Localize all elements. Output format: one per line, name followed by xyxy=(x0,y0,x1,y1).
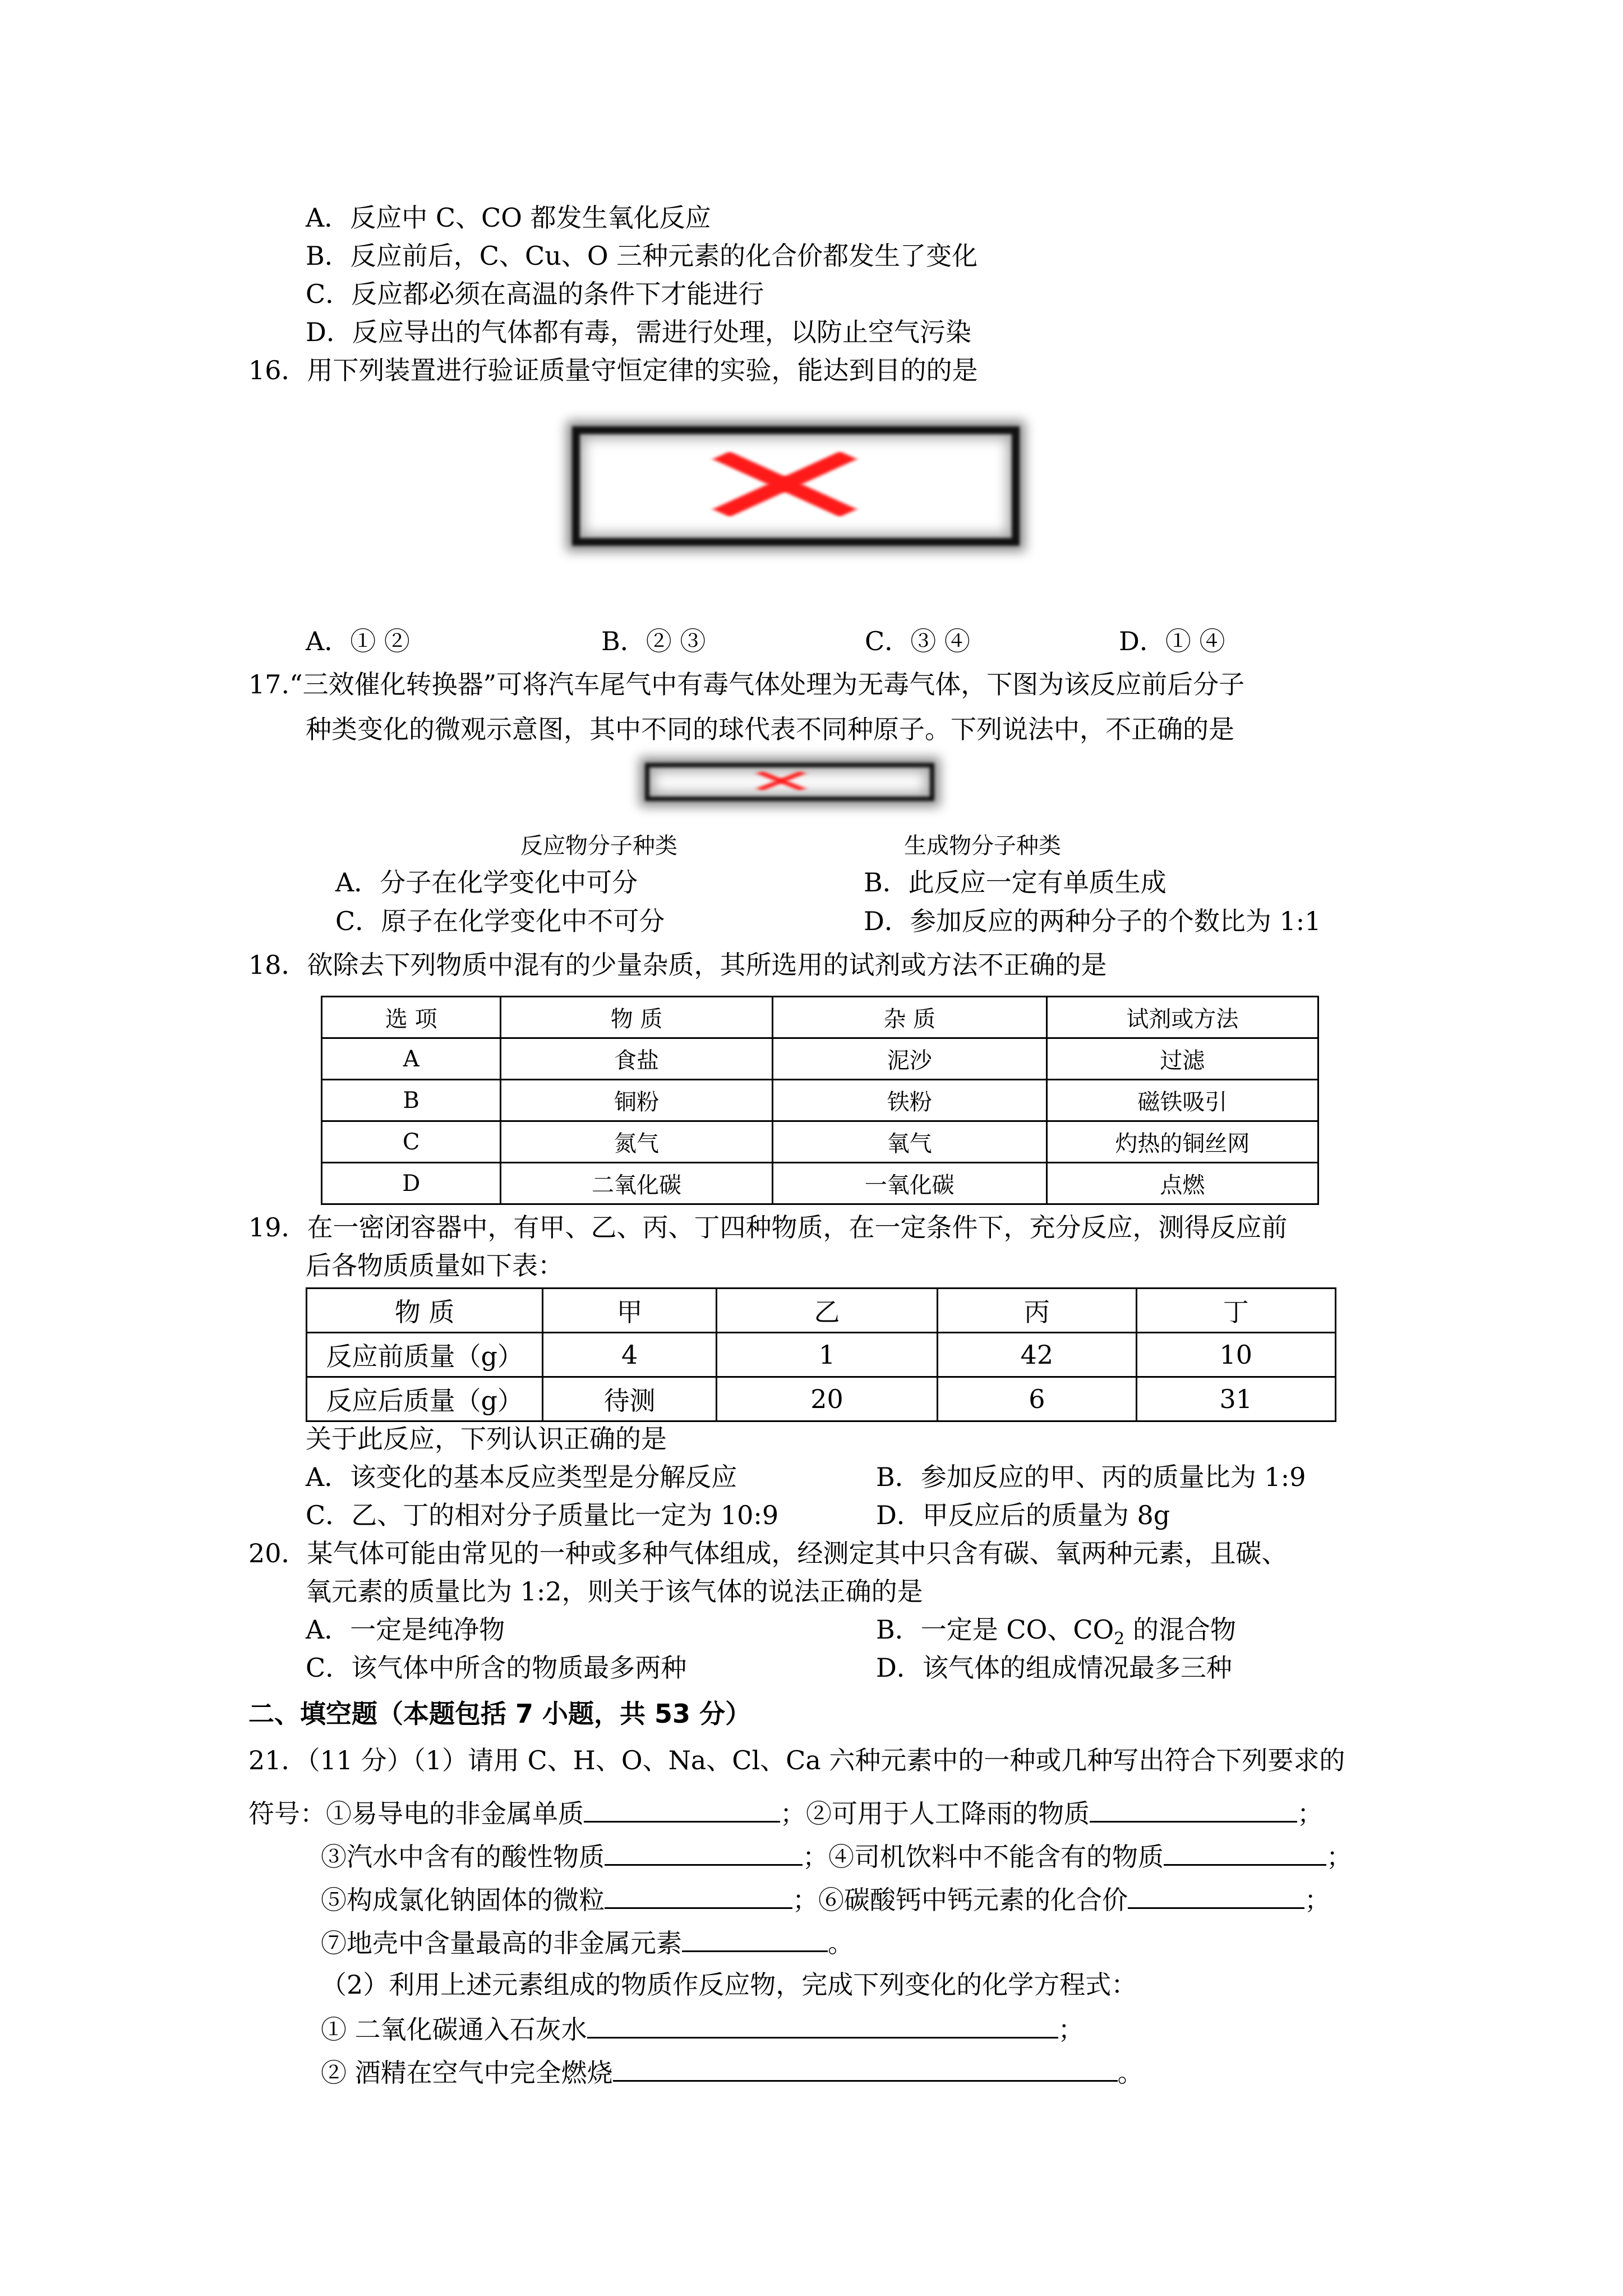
table-cell: 反应前质量（g） xyxy=(307,1333,543,1377)
table-cell: 31 xyxy=(1136,1377,1335,1421)
q20-stem-line2: 氧元素的质量比为 1:2，则关于该气体的说法正确的是 xyxy=(306,1576,923,1607)
q21-line1: 21．（11 分）（1）请用 C、H、O、Na、Cl、Ca 六种元素中的一种或几种写出符合下列要求的 xyxy=(248,1745,1345,1775)
table-header-cell: 物 质 xyxy=(307,1289,543,1333)
table-header-cell: 甲 xyxy=(543,1289,716,1333)
q17-label-reactants: 反应物分子种类 xyxy=(520,833,677,859)
table-header-cell: 丙 xyxy=(938,1289,1136,1333)
q21-item3-text: ③汽水中含有的酸性物质 xyxy=(321,1842,605,1872)
semicolon: ； xyxy=(1326,1842,1352,1872)
q21-eq1-text: ① 二氧化碳通入石灰水 xyxy=(321,2014,587,2045)
table-header-row xyxy=(307,1289,1336,1333)
table-row xyxy=(307,1377,1336,1421)
q21-line2 xyxy=(248,1795,1323,1830)
q21-part2: （2）利用上述元素组成的物质作反应物，完成下列变化的化学方程式： xyxy=(321,1970,1137,2000)
table-row xyxy=(322,1080,1318,1121)
q20-option-a: A．一定是纯净物 xyxy=(306,1614,505,1645)
table-cell: A xyxy=(322,1038,501,1080)
answer-blank[interactable] xyxy=(584,1795,780,1823)
q15-option-d: D．反应导出的气体都有毒，需进行处理，以防止空气污染 xyxy=(306,317,971,347)
q20-option-b-tail: 的混合物 xyxy=(1124,1614,1236,1645)
q15-option-b: B．反应前后，C、Cu、O 三种元素的化合价都发生了变化 xyxy=(306,241,978,271)
q21-line5 xyxy=(321,1925,854,1960)
q20-option-c: C．该气体中所含的物质最多两种 xyxy=(306,1653,687,1683)
answer-blank[interactable] xyxy=(587,2011,1058,2039)
q16-stem: 16．用下列装置进行验证质量守恒定律的实验，能达到目的的是 xyxy=(248,355,978,385)
table-header-cell: 丁 xyxy=(1136,1289,1335,1333)
period: 。 xyxy=(828,1928,854,1958)
q17-stem-line2: 种类变化的微观示意图，其中不同的球代表不同种原子。下列说法中，不正确的是 xyxy=(306,714,1234,744)
table-cell: 过滤 xyxy=(1046,1038,1318,1080)
q20-stem-line1: 20．某气体可能由常见的一种或多种气体组成，经测定其中只含有碳、氧两种元素，且碳、 xyxy=(248,1538,1288,1568)
q19-option-c: C．乙、丁的相对分子质量比一定为 10:9 xyxy=(306,1500,779,1530)
table-cell: 磁铁吸引 xyxy=(1046,1080,1318,1121)
table-cell: D xyxy=(322,1163,501,1204)
table-header-cell: 杂 质 xyxy=(772,997,1046,1038)
q18-stem: 18．欲除去下列物质中混有的少量杂质，其所选用的试剂或方法不正确的是 xyxy=(248,950,1107,980)
q19-option-a: A．该变化的基本反应类型是分解反应 xyxy=(306,1462,737,1492)
q21-eq2-text: ② 酒精在空气中完全燃烧 xyxy=(321,2058,613,2088)
answer-blank[interactable] xyxy=(1128,1881,1304,1909)
q18-table xyxy=(321,996,1319,1205)
q21-item1-text: 符号：①易导电的非金属单质 xyxy=(248,1798,584,1829)
period: 。 xyxy=(1117,2058,1144,2088)
table-cell: 食盐 xyxy=(501,1038,772,1080)
table-cell: 10 xyxy=(1136,1333,1335,1377)
table-cell: 反应后质量（g） xyxy=(307,1377,543,1421)
table-cell: 二氧化碳 xyxy=(501,1163,772,1204)
q15-option-a: A．反应中 C、CO 都发生氧化反应 xyxy=(306,203,711,233)
q17-label-products: 生成物分子种类 xyxy=(904,833,1061,859)
table-cell: 灼热的铜丝网 xyxy=(1046,1121,1318,1163)
q19-stem-line1: 19．在一密闭容器中，有甲、乙、丙、丁四种物质，在一定条件下，充分反应，测得反应前 xyxy=(248,1212,1288,1243)
table-cell: 6 xyxy=(938,1377,1136,1421)
table-cell: 氧气 xyxy=(772,1121,1046,1163)
q20-option-d: D．该气体的组成情况最多三种 xyxy=(876,1653,1232,1683)
table-row xyxy=(322,1038,1318,1080)
table-cell: 铁粉 xyxy=(772,1080,1046,1121)
semicolon: ； xyxy=(1304,1885,1330,1915)
table-cell: 20 xyxy=(716,1377,937,1421)
q15-option-c: C．反应都必须在高温的条件下才能进行 xyxy=(306,279,764,309)
q21-line3 xyxy=(321,1838,1352,1874)
subscript-2: 2 xyxy=(1114,1629,1125,1649)
q21-item7-text: ⑦地壳中含量最高的非金属元素 xyxy=(321,1928,682,1958)
table-header-cell: 乙 xyxy=(716,1289,937,1333)
q21-item5-text: ⑤构成氯化钠固体的微粒 xyxy=(321,1885,605,1915)
q21-item4-text: ；④司机饮料中不能含有的物质 xyxy=(803,1842,1164,1872)
table-cell: B xyxy=(322,1080,501,1121)
q21-eq1-line xyxy=(321,2011,1084,2046)
table-row xyxy=(322,1121,1318,1163)
table-cell: 泥沙 xyxy=(772,1038,1046,1080)
q19-option-b: B．参加反应的甲、丙的质量比为 1:9 xyxy=(876,1462,1306,1492)
answer-blank[interactable] xyxy=(613,2054,1118,2082)
q19-option-d: D．甲反应后的质量为 8g xyxy=(876,1500,1170,1530)
q16-option-b: B．② ③ xyxy=(601,626,706,656)
q19-stem-line2: 后各物质质量如下表： xyxy=(306,1250,564,1281)
q20-option-b-text: B．一定是 CO、CO xyxy=(876,1614,1114,1645)
table-row xyxy=(322,1163,1318,1204)
answer-blank[interactable] xyxy=(682,1925,828,1952)
q21-item6-text: ；⑥碳酸钙中钙元素的化合价 xyxy=(792,1885,1128,1915)
semicolon: ； xyxy=(1058,2014,1084,2045)
answer-blank[interactable] xyxy=(605,1881,792,1909)
q16-option-a: A．① ② xyxy=(306,626,410,656)
answer-blank[interactable] xyxy=(1090,1795,1297,1823)
table-header-row xyxy=(322,997,1318,1038)
table-cell: 铜粉 xyxy=(501,1080,772,1121)
q17-option-a: A．分子在化学变化中可分 xyxy=(335,867,638,898)
q21-item2-text: ；②可用于人工降雨的物质 xyxy=(780,1798,1090,1829)
table-row xyxy=(307,1333,1336,1377)
answer-blank[interactable] xyxy=(1164,1838,1326,1866)
table-cell: 42 xyxy=(938,1333,1136,1377)
answer-blank[interactable] xyxy=(605,1838,803,1866)
table-header-cell: 试剂或方法 xyxy=(1046,997,1318,1038)
table-cell: 点燃 xyxy=(1046,1163,1318,1204)
q17-option-c: C．原子在化学变化中不可分 xyxy=(335,906,665,936)
missing-image-icon: ✕ xyxy=(681,421,888,552)
q20-option-b xyxy=(876,1613,1236,1656)
q19-after-text: 关于此反应，下列认识正确的是 xyxy=(306,1424,667,1454)
missing-image-icon: ✕ xyxy=(746,762,817,802)
table-cell: 4 xyxy=(543,1333,716,1377)
q16-option-c: C．③ ④ xyxy=(865,626,970,656)
table-cell: C xyxy=(322,1121,501,1163)
q21-line4 xyxy=(321,1881,1330,1917)
table-header-cell: 物 质 xyxy=(501,997,772,1038)
table-cell: 1 xyxy=(716,1333,937,1377)
q17-option-b: B．此反应一定有单质生成 xyxy=(864,867,1166,898)
table-header-cell: 选 项 xyxy=(322,997,501,1038)
q16-option-d: D．① ④ xyxy=(1119,626,1225,656)
q21-eq2-line xyxy=(321,2054,1144,2090)
table-cell: 氮气 xyxy=(501,1121,772,1163)
semicolon: ； xyxy=(1297,1798,1323,1829)
section-title: 二、填空题（本题包括 7 小题，共 53 分） xyxy=(248,1699,751,1729)
q19-table xyxy=(306,1287,1336,1422)
q17-option-d: D．参加反应的两种分子的个数比为 1:1 xyxy=(864,906,1321,936)
q17-stem-line1: 17.“三效催化转换器”可将汽车尾气中有毒气体处理为无毒气体，下图为该反应前后分子 xyxy=(248,669,1245,700)
table-cell: 一氧化碳 xyxy=(772,1163,1046,1204)
table-cell: 待测 xyxy=(543,1377,716,1421)
